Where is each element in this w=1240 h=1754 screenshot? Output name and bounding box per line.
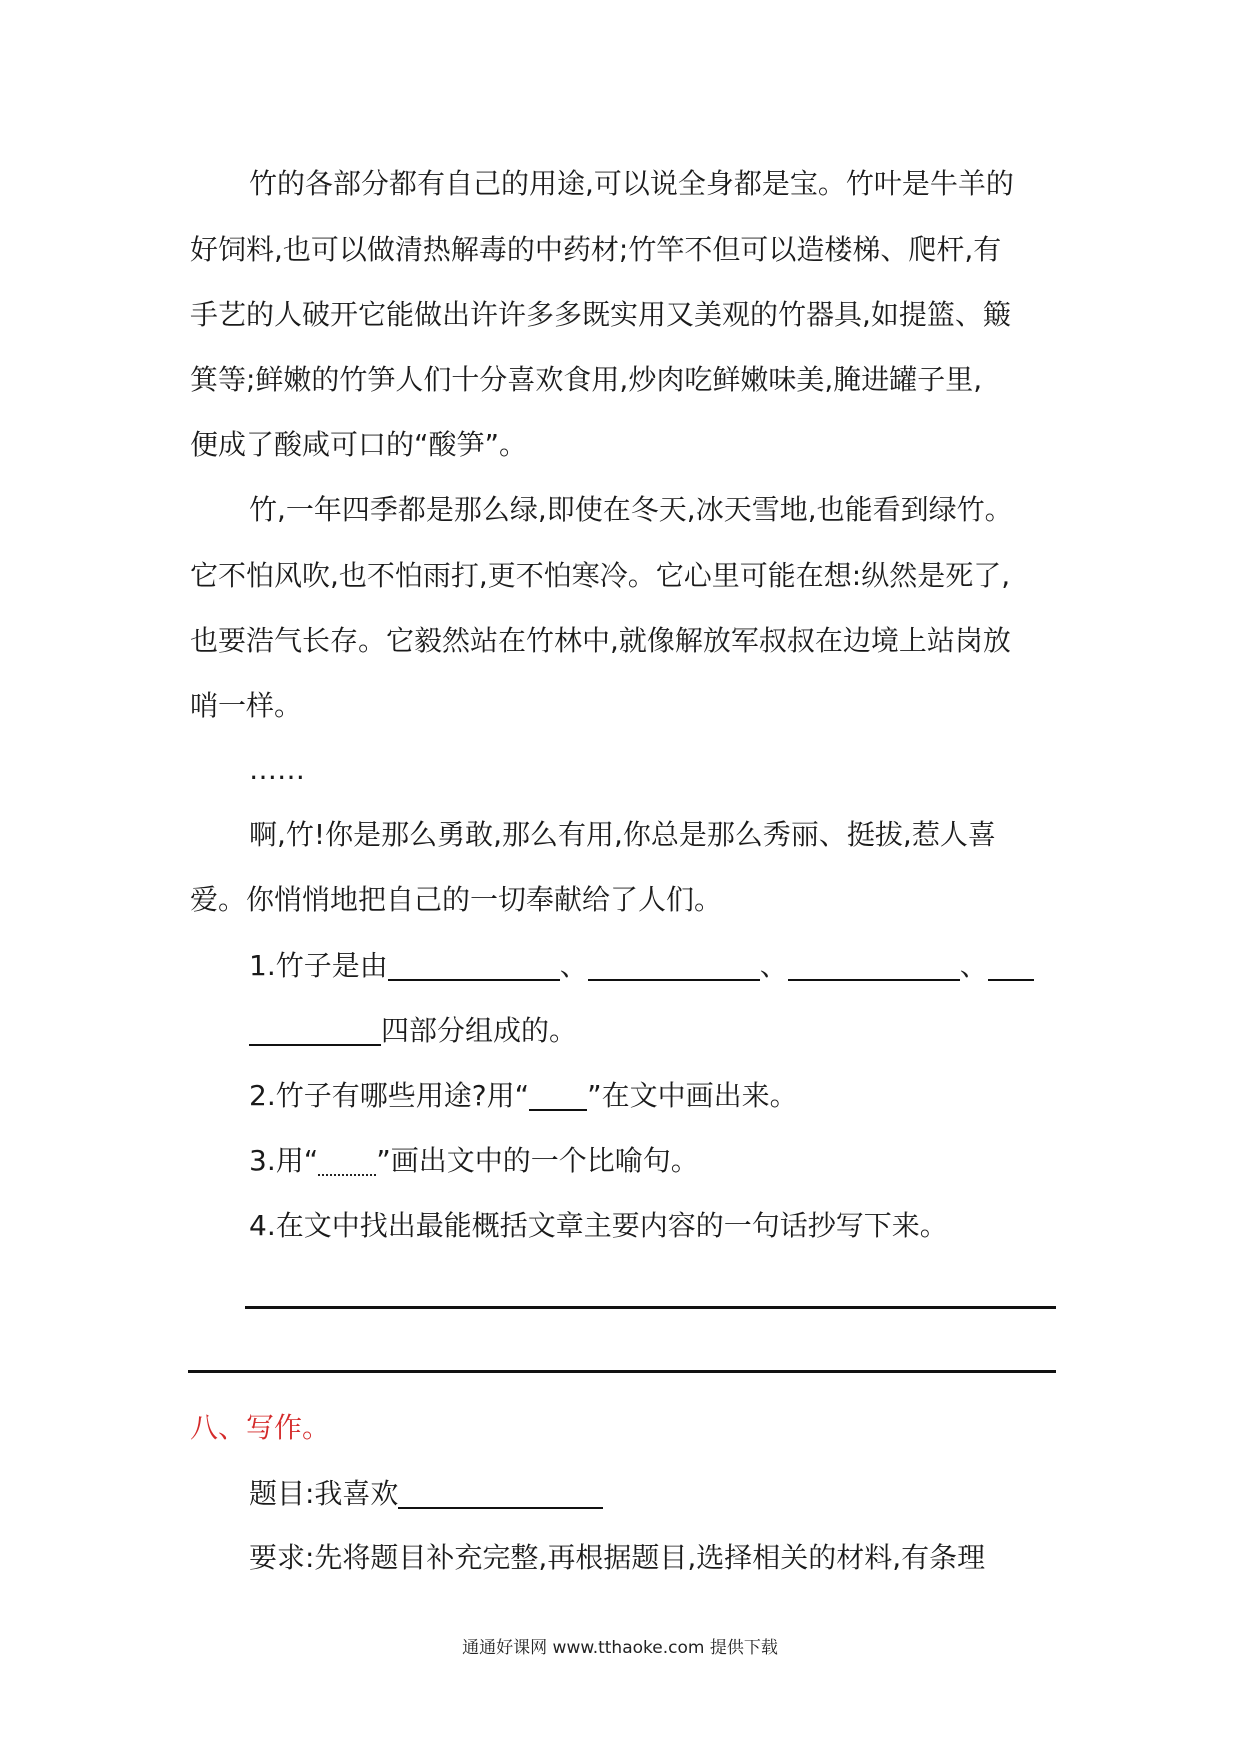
page-footer: 通通好课网 www.tthaoke.com 提供下载: [462, 1638, 778, 1658]
passage-line: 箕等;鲜嫩的竹笋人们十分喜欢食用,炒肉吃鲜嫩味美,腌进罐子里,: [190, 363, 983, 396]
writing-topic: [249, 1474, 603, 1514]
question-2-prefix: 2.竹子有哪些用途?用“: [249, 1079, 530, 1112]
passage-line: 手艺的人破开它能做出许许多多既实用又美观的竹器具,如提篮、簸: [190, 298, 1011, 331]
passage-line: 它不怕风吹,也不怕雨打,更不怕寒冷。它心里可能在想:纵然是死了,: [190, 559, 1011, 592]
question-2: [249, 1076, 798, 1116]
question-3: [249, 1141, 699, 1181]
passage-ellipsis: ……: [249, 753, 305, 786]
separator: 、: [959, 949, 988, 982]
question-1-prefix: 1.竹子是由: [249, 949, 388, 982]
question-1: [249, 946, 1034, 986]
writing-topic-prefix: 题目:我喜欢: [249, 1477, 399, 1510]
question-1-suffix: 四部分组成的。: [381, 1014, 578, 1047]
topic-blank[interactable]: [398, 1477, 603, 1509]
passage-line: 哨一样。: [190, 689, 303, 722]
answer-blank[interactable]: [388, 949, 560, 981]
answer-blank[interactable]: [588, 949, 760, 981]
passage-line: 啊,竹!你是那么勇敢,那么有用,你总是那么秀丽、挺拔,惹人喜: [249, 818, 996, 851]
passage-line: 也要浩气长存。它毅然站在竹林中,就像解放军叔叔在边境上站岗放: [190, 624, 1011, 657]
wavy-underline-mark: [318, 1152, 376, 1176]
answer-line[interactable]: [245, 1306, 1056, 1309]
question-1-cont: [249, 1011, 577, 1051]
separator: 、: [759, 949, 788, 982]
underline-mark: [529, 1079, 587, 1111]
writing-requirement: 要求:先将题目补充完整,再根据题目,选择相关的材料,有条理: [249, 1541, 986, 1574]
section-heading: 八、写作。: [190, 1411, 331, 1444]
separator: 、: [559, 949, 588, 982]
passage-line: 爱。你悄悄地把自己的一切奉献给了人们。: [190, 883, 723, 916]
passage-line: 便成了酸咸可口的“酸笋”。: [190, 428, 528, 461]
answer-line[interactable]: [188, 1370, 1056, 1373]
question-3-suffix: ”画出文中的一个比喻句。: [376, 1144, 699, 1177]
question-4: 4.在文中找出最能概括文章主要内容的一句话抄写下来。: [249, 1209, 948, 1242]
answer-blank[interactable]: [788, 949, 960, 981]
question-3-prefix: 3.用“: [249, 1144, 319, 1177]
answer-blank[interactable]: [988, 949, 1034, 981]
passage-line: 竹的各部分都有自己的用途,可以说全身都是宝。竹叶是牛羊的: [249, 167, 1014, 200]
passage-line: 好饲料,也可以做清热解毒的中药材;竹竿不但可以造楼梯、爬杆,有: [190, 233, 1002, 266]
question-2-suffix: ”在文中画出来。: [587, 1079, 798, 1112]
answer-blank[interactable]: [249, 1014, 381, 1046]
passage-line: 竹,一年四季都是那么绿,即使在冬天,冰天雪地,也能看到绿竹。: [249, 493, 1013, 526]
